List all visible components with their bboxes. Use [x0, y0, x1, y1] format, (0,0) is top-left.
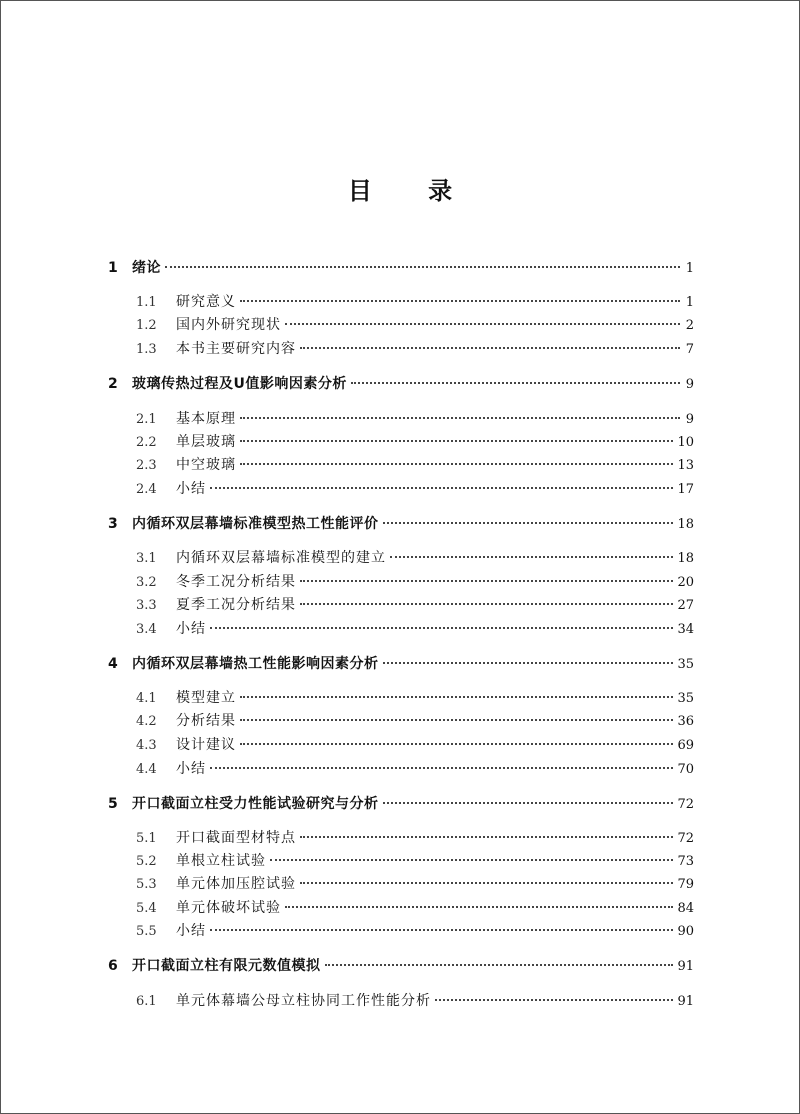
entry-title: 模型建立 — [176, 690, 236, 706]
toc-chapter-entry[interactable] — [108, 794, 694, 814]
toc-section-entry[interactable] — [136, 292, 694, 312]
dot-leader — [300, 579, 673, 582]
dot-leader — [300, 346, 680, 349]
entry-number: 3.2 — [136, 575, 157, 590]
entry-title: 小结 — [176, 621, 206, 637]
entry-number: 2.2 — [136, 435, 157, 450]
entry-number: 6.1 — [136, 994, 157, 1009]
entry-number: 3.1 — [136, 551, 157, 566]
entry-title: 单元体幕墙公母立柱协同工作性能分析 — [176, 993, 431, 1009]
entry-page-number: 36 — [677, 714, 694, 729]
dot-leader — [165, 265, 680, 268]
entry-page-number: 9 — [685, 412, 694, 427]
entry-page-number: 79 — [677, 877, 694, 892]
entry-number: 4.4 — [136, 762, 157, 777]
entry-title: 内循环双层幕墙热工性能影响因素分析 — [132, 656, 379, 672]
entry-number: 1.3 — [136, 342, 157, 357]
entry-number: 2.1 — [136, 412, 157, 427]
entry-page-number: 73 — [677, 854, 694, 869]
toc-section-entry[interactable] — [136, 432, 694, 452]
entry-number: 4.1 — [136, 691, 157, 706]
dot-leader — [325, 963, 674, 966]
entry-number: 3.4 — [136, 622, 157, 637]
toc-chapter-entry[interactable] — [108, 654, 694, 674]
dot-leader — [383, 521, 674, 524]
entry-page-number: 1 — [685, 261, 694, 276]
entry-page-number: 35 — [677, 657, 694, 672]
entry-title: 开口截面型材特点 — [176, 830, 296, 846]
entry-page-number: 69 — [677, 738, 694, 753]
toc-section-entry[interactable] — [136, 409, 694, 429]
toc-section-entry[interactable] — [136, 851, 694, 871]
toc-section-entry[interactable] — [136, 711, 694, 731]
toc-section-entry[interactable] — [136, 455, 694, 475]
entry-title: 冬季工况分析结果 — [176, 574, 296, 590]
toc-section-entry[interactable] — [136, 898, 694, 918]
dot-leader — [210, 626, 673, 629]
entry-number: 1.2 — [136, 318, 157, 333]
entry-number: 5.5 — [136, 924, 157, 939]
toc-section-entry[interactable] — [136, 479, 694, 499]
dot-leader — [300, 881, 673, 884]
entry-number: 5.4 — [136, 901, 157, 916]
entry-number: 5.2 — [136, 854, 157, 869]
dot-leader — [285, 905, 673, 908]
entry-title: 玻璃传热过程及U值影响因素分析 — [132, 376, 347, 392]
dot-leader — [210, 766, 673, 769]
entry-title: 国内外研究现状 — [176, 317, 281, 333]
entry-page-number: 91 — [677, 959, 694, 974]
entry-page-number: 7 — [685, 342, 694, 357]
entry-number: 4.2 — [136, 714, 157, 729]
entry-page-number: 2 — [685, 318, 694, 333]
toc-section-entry[interactable] — [136, 874, 694, 894]
toc-section-entry[interactable] — [136, 688, 694, 708]
entry-page-number: 35 — [677, 691, 694, 706]
dot-leader — [240, 416, 680, 419]
entry-number: 3 — [108, 516, 118, 532]
dot-leader — [240, 439, 673, 442]
toc-section-entry[interactable] — [136, 315, 694, 335]
entry-title: 研究意义 — [176, 294, 236, 310]
entry-title: 小结 — [176, 481, 206, 497]
entry-page-number: 84 — [677, 901, 694, 916]
dot-leader — [435, 998, 673, 1001]
entry-page-number: 10 — [677, 435, 694, 450]
entry-number: 4.3 — [136, 738, 157, 753]
entry-number: 1 — [108, 260, 118, 276]
entry-title: 本书主要研究内容 — [176, 341, 296, 357]
entry-title: 内循环双层幕墙标准模型的建立 — [176, 550, 386, 566]
dot-leader — [240, 742, 673, 745]
entry-title: 设计建议 — [176, 737, 236, 753]
entry-number: 6 — [108, 958, 118, 974]
entry-title: 夏季工况分析结果 — [176, 597, 296, 613]
page-title: 目 录 — [347, 177, 477, 205]
dot-leader — [285, 322, 680, 325]
entry-title: 内循环双层幕墙标准模型热工性能评价 — [132, 516, 379, 532]
entry-title: 小结 — [176, 761, 206, 777]
entry-number: 5.3 — [136, 877, 157, 892]
entry-title: 基本原理 — [176, 411, 236, 427]
dot-leader — [210, 928, 673, 931]
toc-section-entry[interactable] — [136, 619, 694, 639]
dot-leader — [210, 486, 673, 489]
toc-section-entry[interactable] — [136, 572, 694, 592]
dot-leader — [240, 695, 673, 698]
dot-leader — [240, 462, 673, 465]
entry-number: 5 — [108, 796, 118, 812]
entry-page-number: 27 — [677, 598, 694, 613]
entry-page-number: 9 — [685, 377, 694, 392]
entry-number: 2 — [108, 376, 118, 392]
toc-section-entry[interactable] — [136, 339, 694, 359]
entry-number: 4 — [108, 656, 118, 672]
dot-leader — [351, 381, 680, 384]
entry-page-number: 90 — [677, 924, 694, 939]
entry-title: 开口截面立柱有限元数值模拟 — [132, 958, 321, 974]
toc-chapter-entry[interactable] — [108, 258, 694, 278]
entry-number: 5.1 — [136, 831, 157, 846]
entry-page-number: 1 — [685, 295, 694, 310]
toc-section-entry[interactable] — [136, 921, 694, 941]
entry-number: 2.4 — [136, 482, 157, 497]
toc-section-entry[interactable] — [136, 735, 694, 755]
dot-leader — [270, 858, 673, 861]
entry-title: 单元体加压腔试验 — [176, 876, 296, 892]
toc-section-entry[interactable] — [136, 595, 694, 615]
entry-title: 单元体破坏试验 — [176, 900, 281, 916]
entry-page-number: 18 — [677, 517, 694, 532]
entry-page-number: 17 — [677, 482, 694, 497]
dot-leader — [383, 801, 674, 804]
entry-title: 中空玻璃 — [176, 457, 236, 473]
entry-page-number: 91 — [677, 994, 694, 1009]
dot-leader — [240, 299, 680, 302]
dot-leader — [383, 661, 674, 664]
toc-chapter-entry[interactable] — [108, 956, 694, 976]
entry-page-number: 72 — [677, 831, 694, 846]
toc-section-entry[interactable] — [136, 991, 694, 1011]
entry-number: 2.3 — [136, 458, 157, 473]
entry-page-number: 13 — [677, 458, 694, 473]
dot-leader — [300, 835, 673, 838]
dot-leader — [390, 555, 673, 558]
entry-number: 1.1 — [136, 295, 157, 310]
toc-section-entry[interactable] — [136, 828, 694, 848]
entry-title: 开口截面立柱受力性能试验研究与分析 — [132, 796, 379, 812]
toc-chapter-entry[interactable] — [108, 514, 694, 534]
entry-title: 单层玻璃 — [176, 434, 236, 450]
entry-title: 分析结果 — [176, 713, 236, 729]
entry-page-number: 70 — [677, 762, 694, 777]
entry-title: 单根立柱试验 — [176, 853, 266, 869]
entry-page-number: 20 — [677, 575, 694, 590]
toc-section-entry[interactable] — [136, 548, 694, 568]
toc-chapter-entry[interactable] — [108, 374, 694, 394]
dot-leader — [300, 602, 673, 605]
entry-title: 小结 — [176, 923, 206, 939]
entry-title: 绪论 — [132, 260, 161, 276]
toc-section-entry[interactable] — [136, 759, 694, 779]
dot-leader — [240, 718, 673, 721]
entry-page-number: 18 — [677, 551, 694, 566]
entry-page-number: 34 — [677, 622, 694, 637]
entry-page-number: 72 — [677, 797, 694, 812]
entry-number: 3.3 — [136, 598, 157, 613]
